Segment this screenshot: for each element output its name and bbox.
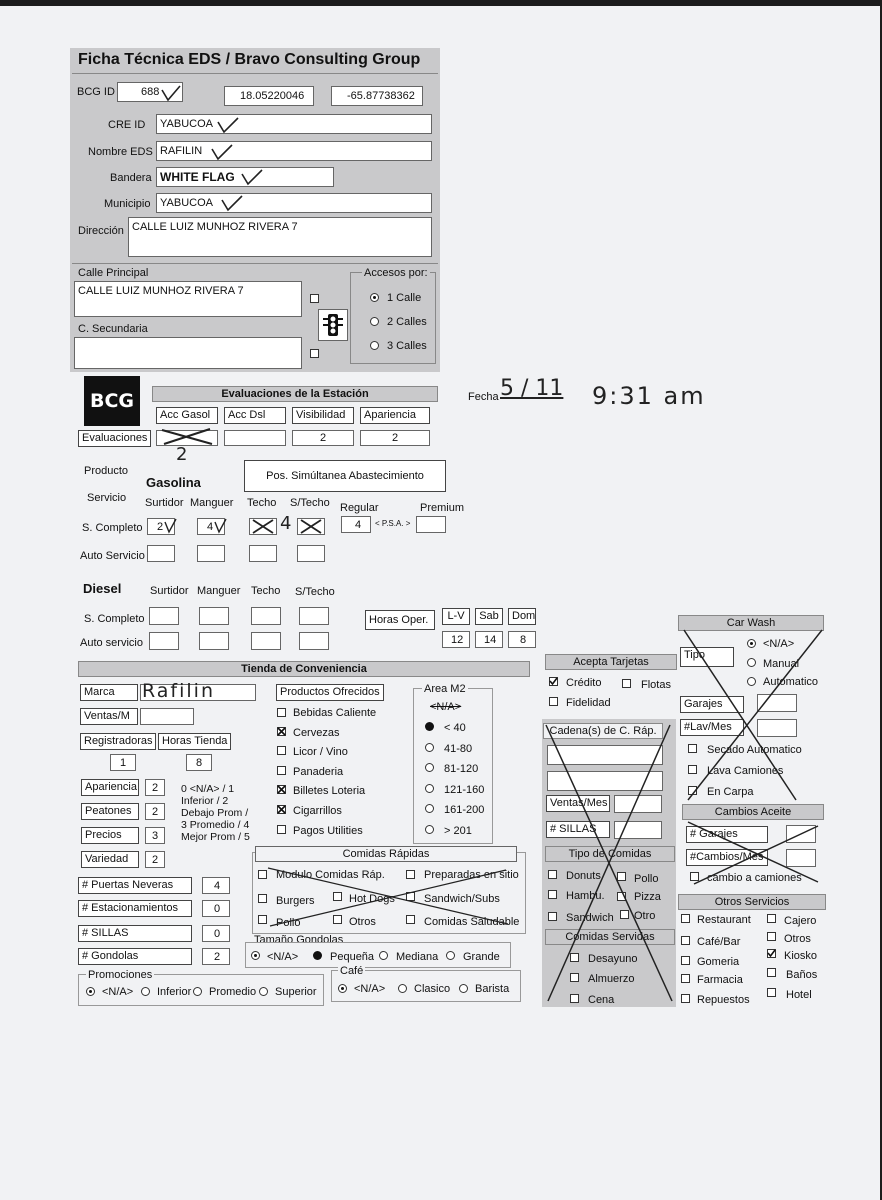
servicio-label: Servicio: [87, 492, 127, 504]
fidelidad-checkbox[interactable]: [549, 697, 558, 706]
carwash-title: Car Wash: [678, 615, 824, 631]
hotdogs-label: Hot Dogs: [349, 893, 395, 905]
gasolina-title: Gasolina: [146, 475, 201, 490]
check-mark-icon: [160, 84, 182, 102]
cigarrillos-label: Cigarrillos: [293, 805, 342, 817]
cafe-barista-radio[interactable]: [459, 984, 468, 993]
tamano-grande-radio[interactable]: [446, 951, 455, 960]
tienda-apariencia-field[interactable]: 2: [145, 779, 165, 796]
tamano-na-radio[interactable]: [251, 951, 260, 960]
premium-field[interactable]: [416, 516, 446, 533]
sandwich-subs-label: Sandwich/Subs: [424, 893, 500, 905]
fidelidad-label: Fidelidad: [566, 697, 611, 709]
cafebar-checkbox[interactable]: [681, 936, 690, 945]
acc-gasol-crossout: [160, 426, 216, 448]
area-40-radio[interactable]: [425, 722, 434, 731]
licor-checkbox[interactable]: [277, 746, 286, 755]
flotas-checkbox[interactable]: [622, 679, 631, 688]
form-title: Ficha Técnica EDS / Bravo Consulting Group: [78, 51, 421, 68]
otros-servicios-checkbox[interactable]: [767, 932, 776, 941]
camiones-label: cambio a camiones: [707, 872, 802, 884]
otro-label: Otro: [634, 910, 656, 922]
evaluaciones-title: Evaluaciones de la Estación: [152, 386, 438, 402]
bandera-label: Bandera: [110, 172, 152, 184]
area-120-radio[interactable]: [425, 763, 434, 772]
dsl-as-techo[interactable]: [251, 632, 281, 650]
apariencia-field[interactable]: 2: [360, 430, 430, 446]
fecha-time-hand: 9:31 am: [592, 382, 706, 410]
bebidas-label: Bebidas Caliente: [293, 707, 377, 719]
area-80-label: 41-80: [444, 743, 473, 755]
nombre-field[interactable]: RAFILIN: [156, 141, 432, 161]
lav-mes-label: #Lav/Mes: [680, 719, 744, 736]
pizza-label: Pizza: [634, 891, 661, 903]
accesos-2-radio[interactable]: [370, 317, 379, 326]
bcg-logo: BCG: [84, 376, 140, 426]
cafebar-label: Café/Bar: [697, 936, 741, 948]
producto-label: Producto: [84, 465, 129, 477]
hotel-checkbox[interactable]: [767, 988, 776, 997]
dsl-sc-surtidor[interactable]: [149, 607, 179, 625]
acc-gasol-header: Acc Gasol: [156, 407, 218, 424]
credito-label: Crédito: [566, 677, 602, 689]
burgers-label: Burgers: [276, 895, 315, 907]
title-divider: [72, 73, 438, 74]
farmacia-label: Farmacia: [697, 974, 743, 986]
dsl-surtidor-header: Surtidor: [150, 585, 189, 597]
peatones-label: Peatones: [81, 803, 139, 820]
regular-header: Regular: [340, 502, 379, 514]
cena-label: Cena: [588, 994, 615, 1006]
cadena-pollo-label: Pollo: [634, 873, 659, 885]
gas-surtidor-header: Surtidor: [145, 497, 184, 509]
horas-dom-header: Dom: [508, 608, 536, 625]
cre-field[interactable]: YABUCOA: [156, 114, 432, 134]
direccion-label: Dirección: [78, 225, 124, 237]
accesos-2-label: 2 Calles: [387, 316, 427, 328]
ventas-label: Ventas/M: [80, 708, 138, 725]
area-200-radio[interactable]: [425, 804, 434, 813]
calle-principal-label: Calle Principal: [78, 267, 149, 279]
fecha-date-hand: 5 / 11: [500, 376, 564, 401]
cafe-clasico-label: Clasico: [414, 983, 451, 995]
acc-dsl-header: Acc Dsl: [224, 407, 286, 424]
precios-label: Precios: [81, 827, 139, 844]
cervezas-checkbox[interactable]: [277, 727, 286, 736]
promo-inferior-label: Inferior: [157, 986, 192, 998]
gas-sc-techo-hand: 4: [280, 513, 292, 534]
visibilidad-header: Visibilidad: [292, 407, 354, 424]
preparadas-label: Preparadas en sitio: [424, 869, 519, 881]
ventas-field[interactable]: [140, 708, 194, 725]
accesos-label: Accesos por:: [364, 267, 428, 279]
puertas-neveras-label: # Puertas Neveras: [78, 877, 192, 894]
tienda-sillas-label: # SILLAS: [78, 925, 192, 942]
carwash-crossout: [680, 624, 830, 804]
gas-s-completo-label: S. Completo: [82, 522, 143, 534]
latitude-field[interactable]: 18.05220046: [224, 86, 314, 106]
gas-sc-techo-crossout: [251, 518, 275, 535]
direccion-field[interactable]: CALLE LUIZ MUNHOZ RIVERA 7: [128, 217, 432, 257]
estacionamientos-field[interactable]: 0: [202, 900, 230, 917]
gas-as-techo[interactable]: [249, 545, 277, 562]
check-mark-icon: [220, 194, 244, 212]
carwash-manual-label: Manual: [763, 658, 800, 670]
evaluaciones-row-label: Evaluaciones: [78, 430, 151, 447]
registradoras-field[interactable]: 1: [110, 754, 136, 771]
apariencia-header: Apariencia: [360, 407, 430, 424]
promo-inferior-radio[interactable]: [141, 987, 150, 996]
check-mark-icon: [163, 518, 177, 534]
aceite-garajes-label: # Garajes: [686, 826, 768, 843]
horas-dom-field[interactable]: 8: [508, 631, 536, 648]
municipio-field[interactable]: YABUCOA: [156, 193, 432, 213]
accesos-3-radio[interactable]: [370, 341, 379, 350]
banos-checkbox[interactable]: [767, 968, 776, 977]
area-160-radio[interactable]: [425, 784, 434, 793]
gas-as-surtidor[interactable]: [147, 545, 175, 562]
accesos-3-label: 3 Calles: [387, 340, 427, 352]
desayuno-label: Desayuno: [588, 953, 638, 965]
calle-secundaria-field[interactable]: [74, 337, 302, 369]
check-mark-icon: [216, 116, 240, 134]
cigarrillos-checkbox[interactable]: [277, 805, 286, 814]
horas-lv-header: L-V: [442, 608, 470, 625]
variedad-label: Variedad: [81, 851, 139, 868]
area-40-label: < 40: [444, 722, 466, 734]
bcg-id-label: BCG ID: [77, 86, 115, 98]
horas-oper-label: Horas Oper.: [365, 610, 435, 630]
tamano-pequena-label: Pequeña: [330, 951, 375, 963]
variedad-field[interactable]: 2: [145, 851, 165, 868]
fecha-label: Fecha: [468, 391, 499, 403]
restaurant-checkbox[interactable]: [681, 914, 690, 923]
tipo-comidas-title: Tipo de Comidas: [545, 846, 675, 862]
aceite-cambios-label: #Cambios/Mes: [686, 849, 768, 866]
kiosko-label: Kiosko: [784, 950, 818, 962]
regular-field[interactable]: 4: [341, 516, 371, 533]
secado-label: Secado Automatico: [707, 744, 802, 756]
otros-title: Otros Servicios: [678, 894, 826, 910]
promo-superior-label: Superior: [275, 986, 317, 998]
pollo-label: Pollo: [276, 917, 301, 929]
cafe-na-label: <N/A>: [354, 983, 386, 995]
area-120-label: 81-120: [444, 763, 479, 775]
otros-comidas-label: Otros: [349, 916, 376, 928]
tamano-mediana-radio[interactable]: [379, 951, 388, 960]
tamano-na-label: <N/A>: [267, 951, 299, 963]
dsl-sc-techo[interactable]: [251, 607, 281, 625]
tamano-mediana-label: Mediana: [396, 951, 439, 963]
promo-promedio-label: Promedio: [209, 986, 257, 998]
en-carpa-label: En Carpa: [707, 786, 754, 798]
cadena-crossout: [542, 719, 676, 1007]
carwash-auto-label: Automatico: [763, 676, 819, 688]
banos-label: Baños: [786, 969, 818, 981]
area-80-radio[interactable]: [425, 743, 434, 752]
gas-as-manguer[interactable]: [197, 545, 225, 562]
tamano-pequena-radio[interactable]: [313, 951, 322, 960]
hambu-label: Hambu.: [566, 890, 605, 902]
dsl-s-completo-label: S. Completo: [84, 613, 145, 625]
otros-servicios-label: Otros: [784, 933, 811, 945]
cajero-label: Cajero: [784, 915, 817, 927]
cadena-ventas-label: Ventas/Mes: [546, 795, 610, 812]
promo-na-label: <N/A>: [102, 986, 134, 998]
panaderia-label: Panaderia: [293, 766, 344, 778]
visibilidad-field[interactable]: 2: [292, 430, 354, 446]
horas-tienda-field[interactable]: 8: [186, 754, 212, 771]
dsl-auto-servicio-label: Auto servicio: [80, 637, 143, 649]
farmacia-checkbox[interactable]: [681, 974, 690, 983]
tarjetas-title: Acepta Tarjetas: [545, 654, 677, 670]
marca-label: Marca: [80, 684, 138, 701]
accesos-1-radio[interactable]: [370, 293, 379, 302]
dsl-as-stecho[interactable]: [299, 632, 329, 650]
check-mark-icon: [240, 168, 264, 186]
peatones-field[interactable]: 2: [145, 803, 165, 820]
carwash-na-label: <N/A>: [763, 638, 795, 650]
promo-promedio-radio[interactable]: [193, 987, 202, 996]
horas-lv-field[interactable]: 12: [442, 631, 470, 648]
promociones-label: Promociones: [88, 969, 153, 981]
bcg-id-field[interactable]: 688: [117, 82, 183, 102]
horas-tienda-label: Horas Tienda: [158, 733, 231, 750]
restaurant-label: Restaurant: [697, 914, 751, 926]
gas-as-stecho[interactable]: [297, 545, 325, 562]
area-201-label: > 201: [444, 825, 472, 837]
modulo-label: Modulo Comidas Ráp.: [276, 869, 385, 881]
area-na-label: <N/A>: [430, 701, 462, 713]
dsl-as-manguer[interactable]: [199, 632, 229, 650]
promo-superior-radio[interactable]: [259, 987, 268, 996]
calle-secundaria-checkbox[interactable]: [310, 349, 319, 358]
dsl-stecho-header: S/Techo: [295, 586, 335, 598]
almuerzo-label: Almuerzo: [588, 973, 635, 985]
cadena-sandwich-label: Sandwich: [566, 912, 614, 924]
tienda-sillas-field[interactable]: 0: [202, 925, 230, 942]
gas-sc-stecho-crossout: [299, 518, 323, 535]
tamano-gondolas-label: Tamaño Gondolas: [254, 934, 344, 946]
repuestos-label: Repuestos: [697, 994, 750, 1006]
registradoras-label: Registradoras: [80, 733, 156, 750]
cafe-clasico-radio[interactable]: [398, 984, 407, 993]
area-201-radio[interactable]: [425, 825, 434, 834]
precios-field[interactable]: 3: [145, 827, 165, 844]
dsl-techo-header: Techo: [251, 585, 281, 597]
carwash-tipo-label: Tipo: [680, 647, 734, 667]
calles-divider: [72, 263, 438, 264]
dsl-sc-manguer[interactable]: [199, 607, 229, 625]
longitude-field[interactable]: -65.87738362: [331, 86, 423, 106]
estacionamientos-label: # Estacionamientos: [78, 900, 192, 917]
cafe-na-radio[interactable]: [338, 984, 347, 993]
check-mark-icon: [210, 143, 234, 161]
gas-manguer-header: Manguer: [190, 497, 234, 509]
gas-sc-manguer[interactable]: 4: [197, 518, 225, 535]
loteria-checkbox[interactable]: [277, 785, 286, 794]
dsl-sc-stecho[interactable]: [299, 607, 329, 625]
hotel-label: Hotel: [786, 989, 812, 1001]
premium-header: Premium: [420, 502, 465, 514]
repuestos-checkbox[interactable]: [681, 994, 690, 1003]
comidas-crossout: [262, 864, 514, 930]
lava-camiones-label: Lava Camiones: [707, 765, 784, 777]
aceite-title: Cambios Aceite: [682, 804, 824, 820]
cadena-sillas-label: # SILLAS: [546, 821, 610, 838]
puertas-neveras-field[interactable]: 4: [202, 877, 230, 894]
flotas-label: Flotas: [641, 679, 671, 691]
gondolas-field[interactable]: 2: [202, 948, 230, 965]
rating-scale-text: 0 <N/A> / 1 Inferior / 2 Debajo Prom / 3 Promedio / 4 Mejor Prom / 5: [181, 783, 250, 843]
gas-auto-servicio-label: Auto Servicio: [80, 550, 145, 562]
pagos-label: Pagos Utilities: [293, 825, 363, 837]
calle-principal-field[interactable]: CALLE LUIZ MUNHOZ RIVERA 7: [74, 281, 302, 317]
horas-sab-field[interactable]: 14: [475, 631, 503, 648]
gondolas-label: # Gondolas: [78, 948, 192, 965]
promo-na-radio[interactable]: [86, 987, 95, 996]
acc-dsl-field[interactable]: [224, 430, 286, 446]
gas-sc-surtidor[interactable]: 2: [147, 518, 175, 535]
tienda-apariencia-label: Apariencia: [81, 779, 139, 796]
kiosko-checkbox[interactable]: [767, 949, 776, 958]
horas-sab-header: Sab: [475, 608, 503, 625]
marca-hand: Rafilin: [142, 680, 215, 702]
panaderia-checkbox[interactable]: [277, 766, 286, 775]
saludable-label: Comidas Saludable: [424, 916, 520, 928]
gas-stecho-header: S/Techo: [290, 497, 330, 509]
comidas-servidas-title: Comidas Servidas: [545, 929, 675, 945]
gomeria-checkbox[interactable]: [681, 956, 690, 965]
bebidas-checkbox[interactable]: [277, 708, 286, 717]
donuts-label: Donuts: [566, 870, 601, 882]
diesel-title: Diesel: [83, 581, 122, 596]
comidas-title: Comidas Rápidas: [255, 846, 517, 862]
garajes-label: Garajes: [680, 696, 744, 713]
gomeria-label: Gomeria: [697, 956, 740, 968]
paper-sheet: [0, 6, 880, 1200]
traffic-light-icon: [318, 309, 348, 341]
cafe-barista-label: Barista: [475, 983, 510, 995]
calle-secundaria-label: C. Secundaria: [78, 323, 148, 335]
credito-checkbox[interactable]: [549, 677, 558, 686]
nombre-label: Nombre EDS: [88, 146, 153, 158]
gas-techo-header: Techo: [247, 497, 277, 509]
licor-label: Licor / Vino: [293, 746, 348, 758]
accesos-1-label: 1 Calle: [387, 292, 422, 304]
productos-ofrecidos-label: Productos Ofrecidos: [276, 684, 384, 701]
area-160-label: 121-160: [444, 784, 485, 796]
pagos-checkbox[interactable]: [277, 825, 286, 834]
loteria-label: Billetes Loteria: [293, 785, 366, 797]
cafe-label: Café: [340, 965, 364, 977]
dsl-manguer-header: Manguer: [197, 585, 241, 597]
cajero-checkbox[interactable]: [767, 914, 776, 923]
check-mark-icon: [213, 518, 227, 534]
aceite-crossout: [684, 818, 824, 886]
pos-simultanea-label: Pos. Simúltanea Abastecimiento: [244, 460, 446, 492]
dsl-as-surtidor[interactable]: [149, 632, 179, 650]
cre-label: CRE ID: [108, 119, 146, 131]
cervezas-label: Cervezas: [293, 727, 340, 739]
calle-principal-checkbox[interactable]: [310, 294, 319, 303]
area-label: Area M2: [424, 683, 466, 695]
area-200-label: 161-200: [444, 804, 485, 816]
acc-gasol-hand: 2: [176, 444, 188, 465]
tienda-title: Tienda de Conveniencia: [78, 661, 530, 677]
cadena-title: Cadena(s) de C. Ráp.: [543, 723, 663, 739]
tamano-grande-label: Grande: [463, 951, 500, 963]
municipio-label: Municipio: [104, 198, 151, 210]
psa-label: < P.S.A. >: [375, 519, 411, 528]
bandera-field[interactable]: WHITE FLAG: [156, 167, 334, 187]
